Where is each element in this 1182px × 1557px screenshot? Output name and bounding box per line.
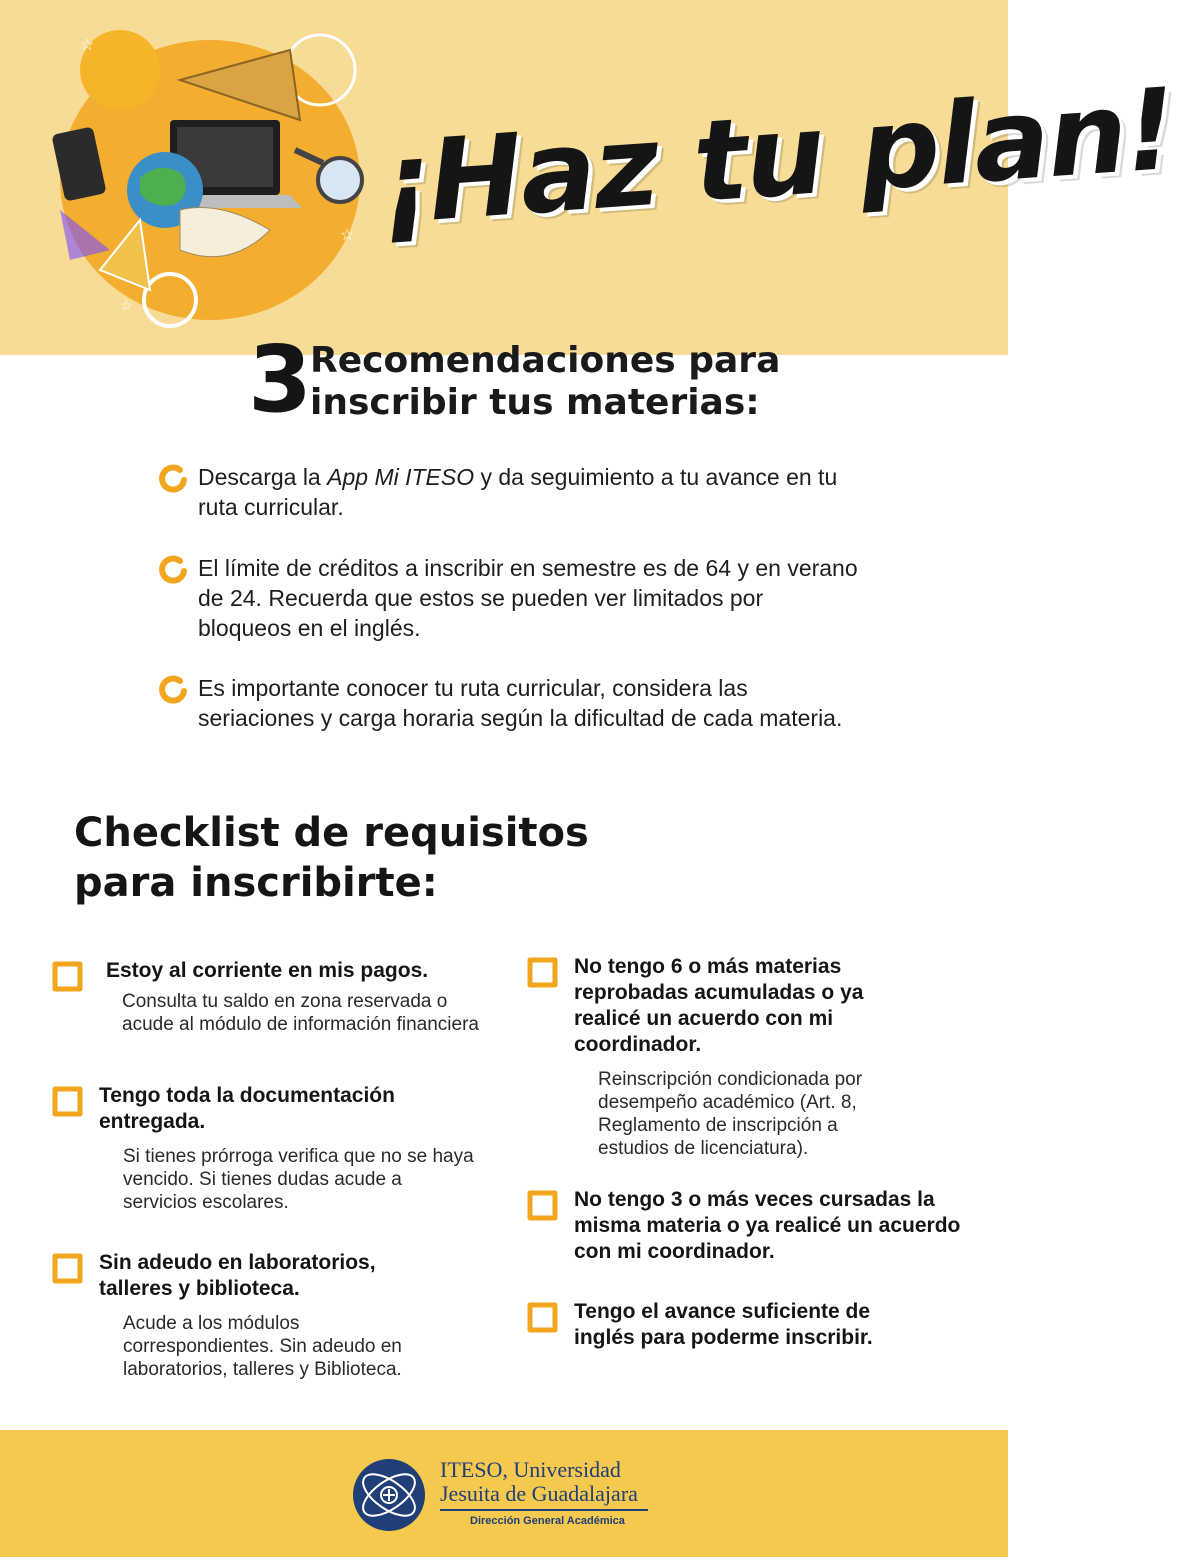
checklist-label: Estoy al corriente en mis pagos. bbox=[106, 959, 429, 982]
checklist-item bbox=[525, 1187, 965, 1265]
checklist-title-line1: Checklist de requisitos bbox=[74, 810, 589, 856]
school-supplies-illustration bbox=[40, 10, 380, 340]
recommendation-item bbox=[158, 673, 858, 733]
svg-text:☆: ☆ bbox=[340, 227, 355, 244]
svg-text:☆: ☆ bbox=[120, 297, 133, 313]
checklist-description: Si tienes prórroga verifica que no se haya vencido. Si tienes dudas acude a servicios escolares. bbox=[123, 1146, 474, 1213]
recommendation-item bbox=[158, 462, 858, 522]
checklist-item bbox=[50, 1250, 480, 1381]
swirl-bullet-icon bbox=[158, 555, 188, 585]
checklist-label: Sin adeudo en laboratorios, talleres y biblioteca. bbox=[99, 1251, 376, 1300]
swirl-bullet-icon bbox=[158, 675, 188, 705]
recommendation-text: El límite de créditos a inscribir en semestre es de 64 y en verano de 24. Recuerda que estos se pueden ver limitados por bloqueos en el inglés. bbox=[198, 555, 858, 641]
checklist-description: Acude a los módulos correspondientes. Sin adeudo en laboratorios, talleres y Biblioteca. bbox=[123, 1313, 402, 1380]
checklist-item bbox=[50, 958, 480, 1036]
checklist-label: Tengo toda la documentación entregada. bbox=[99, 1084, 395, 1133]
checkbox-icon bbox=[50, 1250, 86, 1286]
checklist-title bbox=[74, 808, 634, 908]
checklist-label: No tengo 6 o más materias reprobadas acumuladas o ya realicé un acuerdo con mi coordinador. bbox=[574, 955, 864, 1056]
university-name-line1: ITESO, Universidad bbox=[440, 1457, 621, 1482]
checklist-description: Reinscripción condicionada por desempeño académico (Art. 8, Reglamento de inscripción a estudios de licenciatura). bbox=[598, 1069, 863, 1159]
recommendations-title-line2: inscribir tus materias: bbox=[310, 382, 760, 423]
checklist-label: Tengo el avance suficiente de inglés para poderme inscribir. bbox=[574, 1300, 873, 1349]
department-name: Dirección General Académica bbox=[470, 1515, 625, 1527]
checkbox-icon bbox=[50, 1083, 86, 1119]
recommendations-number: 3 bbox=[248, 326, 313, 433]
checkbox-icon bbox=[525, 954, 561, 990]
checklist-description: Consulta tu saldo en zona reservada o acude al módulo de información financiera bbox=[122, 991, 479, 1035]
checkbox-icon bbox=[525, 1187, 561, 1223]
recommendation-item bbox=[158, 553, 858, 643]
university-name-line2: Jesuita de Guadalajara bbox=[440, 1481, 638, 1506]
checklist-item bbox=[525, 954, 945, 1160]
checklist-item bbox=[50, 1083, 480, 1214]
checklist-label: No tengo 3 o más veces cursadas la misma materia o ya realicé un acuerdo con mi coordinador. bbox=[574, 1188, 961, 1263]
svg-text:☆: ☆ bbox=[80, 37, 95, 54]
checkbox-icon bbox=[50, 958, 86, 994]
recommendation-text: Descarga la App Mi ITESO y da seguimiento a tu avance en tu ruta curricular. bbox=[198, 464, 838, 520]
app-name: App Mi ITESO bbox=[327, 464, 475, 490]
recommendations-title bbox=[310, 340, 830, 424]
recommendation-text: Es importante conocer tu ruta curricular, considera las seriaciones y carga horaria según la dificultad de cada materia. bbox=[198, 675, 843, 731]
footer-divider bbox=[440, 1509, 648, 1511]
headline: ¡Haz tu plan! bbox=[375, 64, 1179, 250]
checkbox-icon bbox=[525, 1299, 561, 1335]
iteso-logo-icon bbox=[352, 1458, 426, 1532]
university-name bbox=[440, 1458, 638, 1506]
checklist-title-line2: para inscribirte: bbox=[74, 860, 438, 906]
recommendations-title-line1: Recomendaciones para bbox=[310, 340, 781, 381]
checklist-item bbox=[525, 1299, 965, 1351]
swirl-bullet-icon bbox=[158, 464, 188, 494]
